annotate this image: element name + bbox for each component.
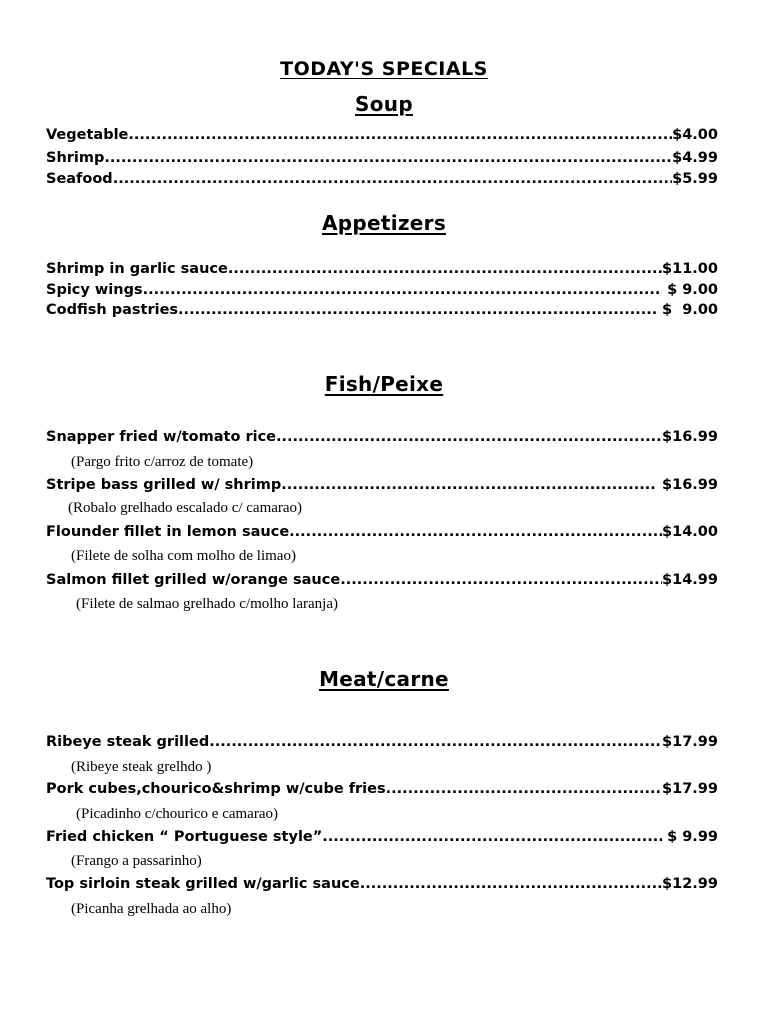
- item-price: $ 9.00: [662, 282, 718, 298]
- item-translation: (Ribeye steak grelhdo ): [71, 759, 212, 775]
- item-translation: (Picanha grelhada ao alho): [71, 901, 232, 917]
- item-name: Snapper fried w/tomato rice: [46, 429, 277, 445]
- menu-item: [46, 170, 718, 188]
- item-translation: (Pargo frito c/arroz de tomate): [71, 454, 254, 470]
- item-name: Ribeye steak grilled: [46, 734, 210, 750]
- section-heading-meat: Meat/carne: [319, 667, 449, 691]
- dot-leader: [386, 780, 662, 798]
- menu-item: [46, 733, 718, 751]
- item-price: $16.99: [662, 429, 718, 445]
- menu-item: [46, 571, 718, 589]
- menu-item: [46, 875, 718, 893]
- item-name: Flounder fillet in lemon sauce: [46, 524, 290, 540]
- item-name: Pork cubes,chourico&shrimp w/cube fries: [46, 781, 386, 797]
- dot-leader: [281, 476, 657, 494]
- menu-item: [46, 149, 718, 167]
- section-heading-appetizers: Appetizers: [321, 211, 447, 235]
- dot-leader: [104, 149, 672, 167]
- item-price: $12.99: [662, 876, 718, 892]
- item-price: $5.99: [672, 171, 718, 187]
- item-translation: (Frango a passarinho): [71, 853, 202, 869]
- dot-leader: [209, 733, 662, 751]
- item-price: $4.00: [672, 127, 718, 143]
- dot-leader: [228, 260, 662, 278]
- menu-item: [46, 780, 718, 798]
- item-name: Stripe bass grilled w/ shrimp: [46, 477, 282, 493]
- item-price: $4.99: [672, 150, 718, 166]
- item-name: Top sirloin steak grilled w/garlic sauce: [46, 876, 360, 892]
- dot-leader: [143, 281, 662, 299]
- item-price: $11.00: [662, 261, 718, 277]
- item-name: Fried chicken “ Portuguese style”: [46, 829, 323, 845]
- menu-item: [46, 126, 718, 144]
- menu-item: [46, 523, 718, 541]
- item-price: $14.00: [662, 524, 718, 540]
- item-price: $17.99: [662, 781, 718, 797]
- item-name: Shrimp: [46, 150, 105, 166]
- dot-leader: [360, 875, 662, 893]
- menu-item: [46, 260, 718, 278]
- item-translation: (Filete de salmao grelhado c/molho laranja): [76, 596, 338, 612]
- item-price: $ 9.99: [662, 829, 718, 845]
- dot-leader: [322, 828, 662, 846]
- dot-leader: [276, 428, 662, 446]
- dot-leader: [113, 170, 672, 188]
- menu-item: [46, 428, 718, 446]
- item-name: Seafood: [46, 171, 113, 187]
- dot-leader: [178, 301, 657, 319]
- menu-item: [46, 828, 718, 846]
- menu-item: [46, 281, 718, 299]
- item-price: $17.99: [662, 734, 718, 750]
- item-price: $14.99: [662, 572, 718, 588]
- item-name: Codfish pastries: [46, 302, 179, 318]
- item-name: Salmon fillet grilled w/orange sauce: [46, 572, 341, 588]
- section-heading-fish: Fish/Peixe: [324, 372, 444, 396]
- section-heading-soup: Soup: [355, 92, 413, 116]
- page-title: TODAY'S SPECIALS: [280, 58, 488, 80]
- item-name: Shrimp in garlic sauce: [46, 261, 228, 277]
- menu-item: [46, 476, 718, 494]
- item-translation: (Picadinho c/chourico e camarao): [76, 806, 278, 822]
- item-translation: (Filete de solha com molho de limao): [71, 548, 296, 564]
- dot-leader: [340, 571, 662, 589]
- menu-item: [46, 301, 718, 319]
- item-translation: (Robalo grelhado escalado c/ camarao): [68, 500, 303, 516]
- item-name: Vegetable: [46, 127, 129, 143]
- dot-leader: [128, 126, 672, 144]
- dot-leader: [289, 523, 662, 541]
- item-price: $ 9.00: [656, 302, 718, 318]
- item-name: Spicy wings: [46, 282, 143, 298]
- item-price: $16.99: [656, 477, 718, 493]
